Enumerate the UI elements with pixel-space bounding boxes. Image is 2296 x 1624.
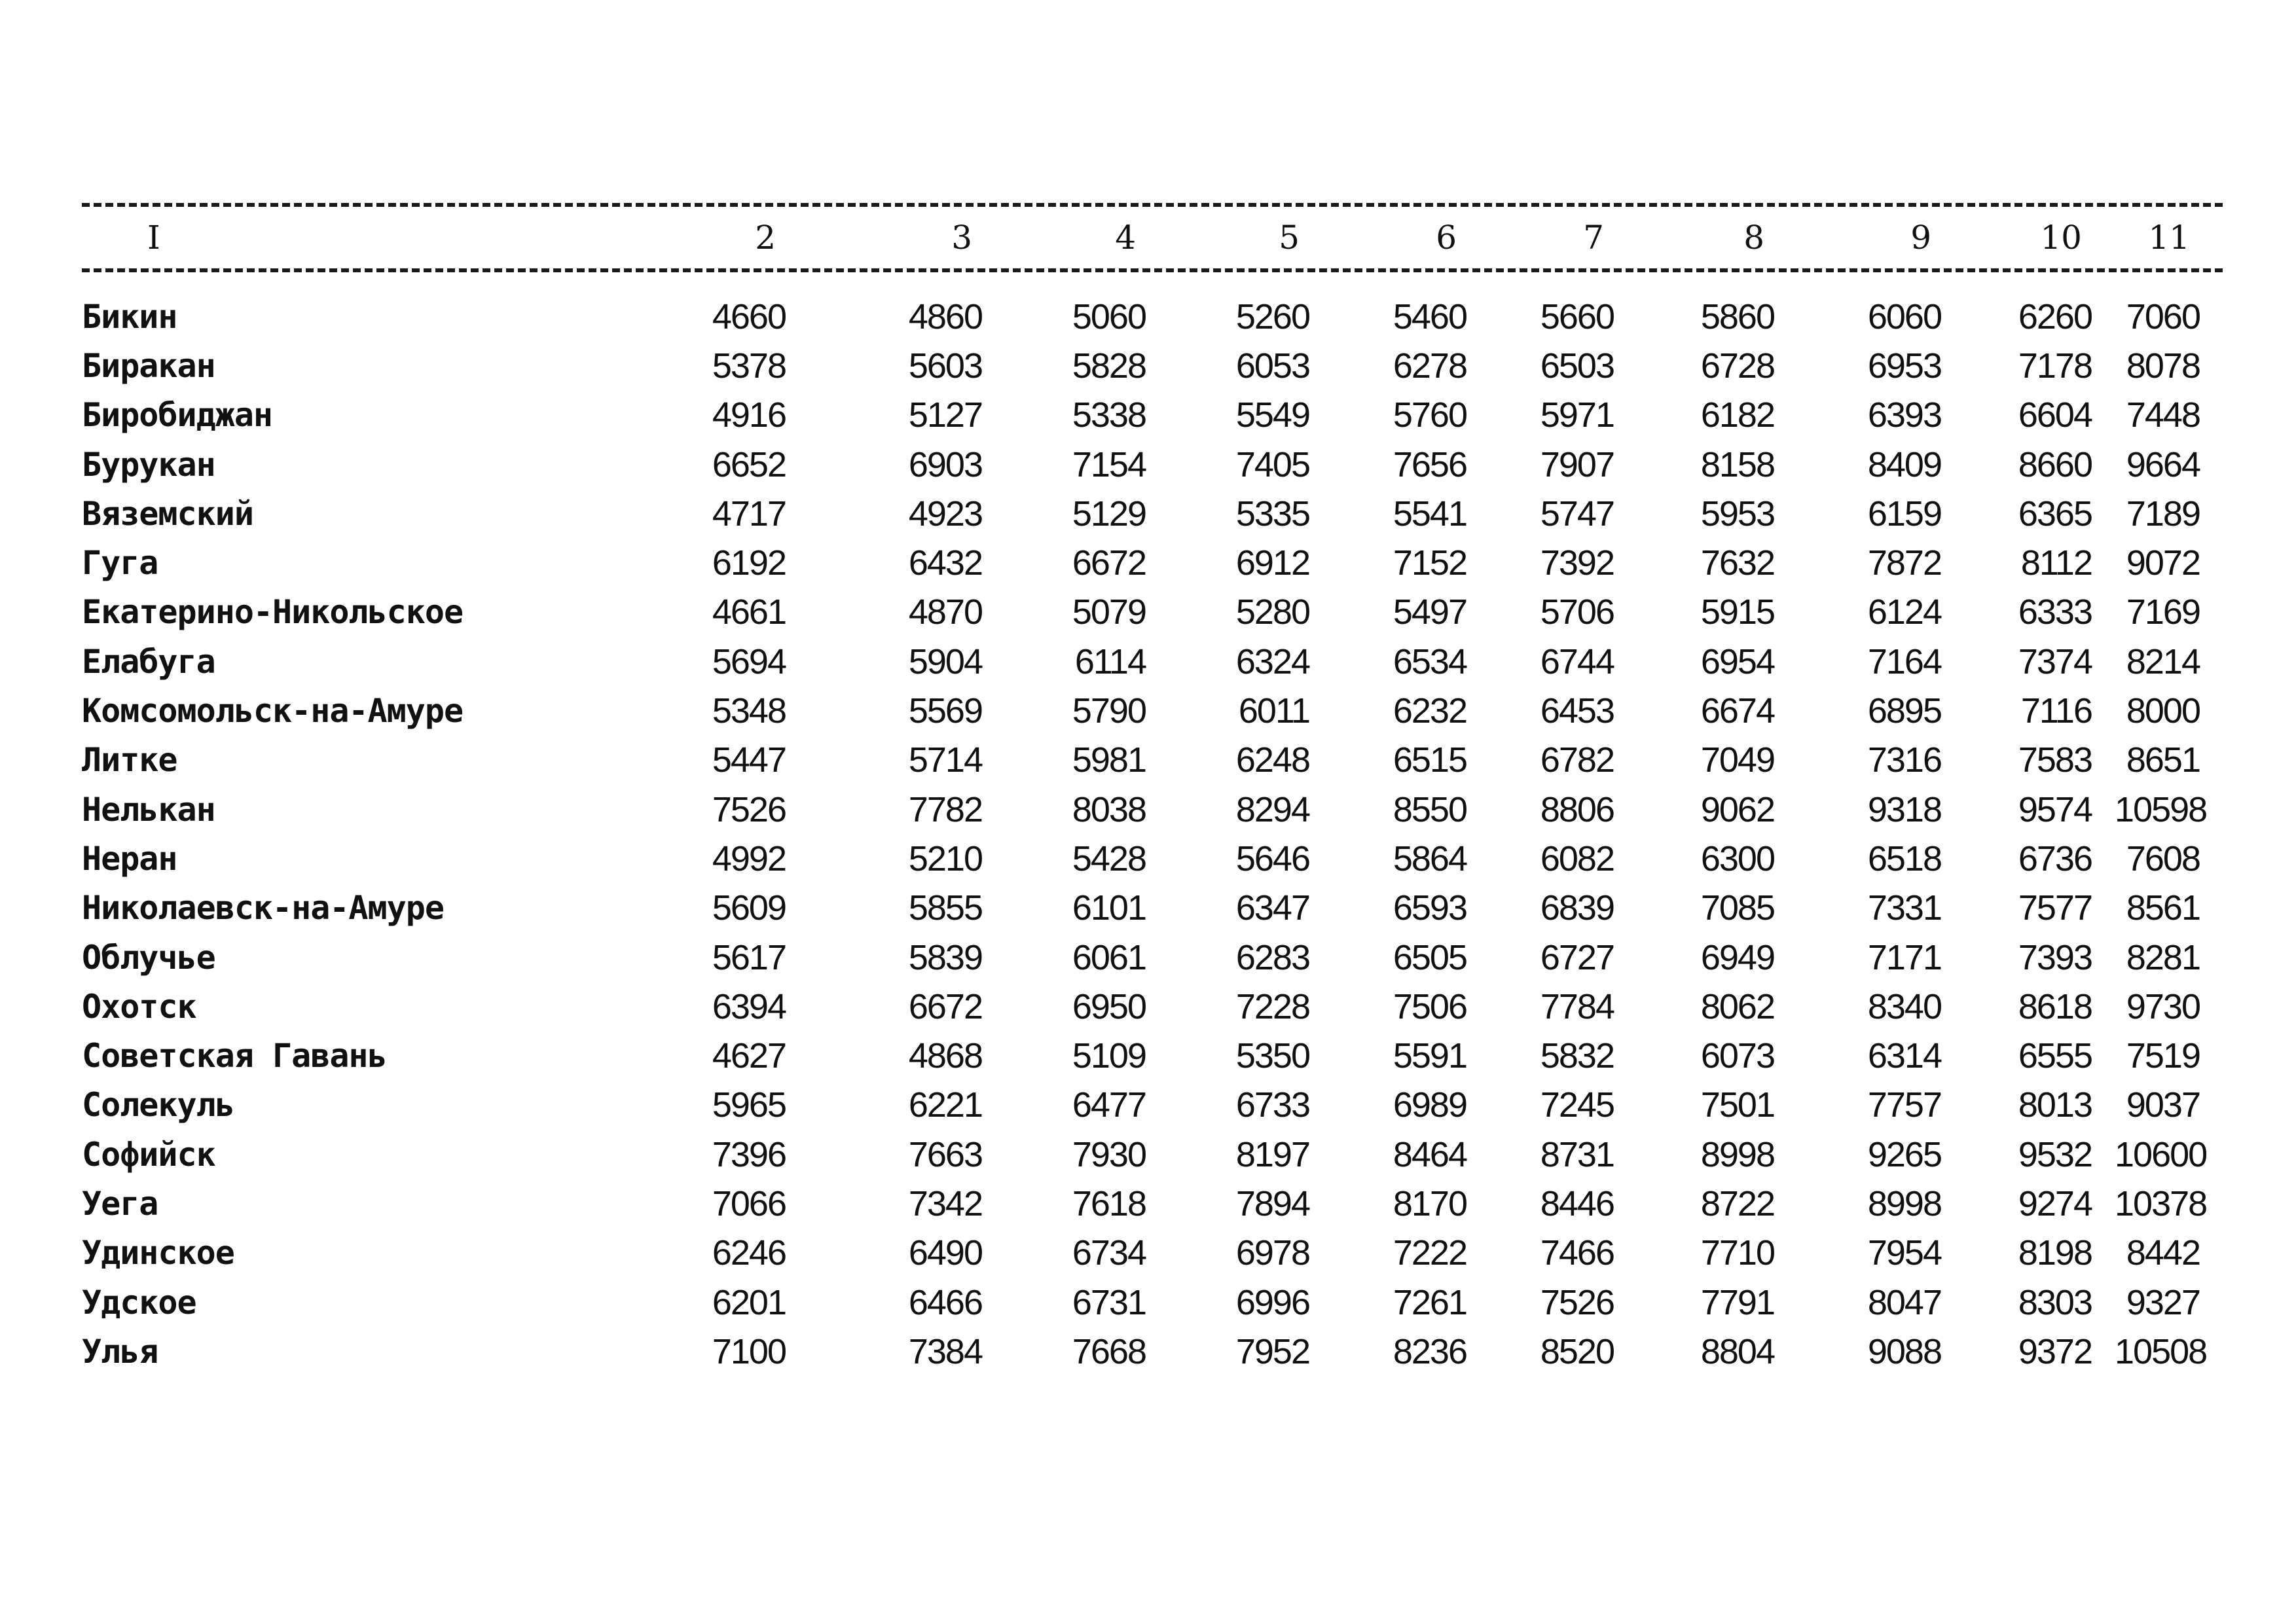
table-cell-value: 5617 — [712, 937, 786, 977]
table-cell-value: 7116 — [2020, 691, 2092, 731]
table-cell-value: 4868 — [908, 1036, 982, 1076]
table-row — [82, 1278, 2223, 1327]
settlement-name: Уега — [82, 1184, 158, 1223]
table-cell-value: 4660 — [712, 297, 786, 336]
table-cell-value: 8303 — [2018, 1282, 2092, 1322]
table-cell-value: 6333 — [2018, 592, 2092, 632]
column-header: 7 — [1583, 219, 1604, 257]
column-header: 3 — [951, 219, 972, 257]
table-cell-value: 5694 — [712, 641, 786, 681]
table-cell-value: 7608 — [2126, 839, 2200, 878]
table-cell-value: 5591 — [1393, 1036, 1467, 1076]
table-cell-value: 6201 — [712, 1282, 786, 1322]
table-cell-value: 8197 — [1235, 1134, 1309, 1174]
table-row — [82, 1327, 2223, 1376]
table-cell-value: 4992 — [712, 839, 786, 878]
table-cell-value: 5747 — [1540, 494, 1614, 533]
table-cell-value: 7189 — [2126, 494, 2200, 533]
table-cell-value: 6895 — [1867, 691, 1941, 731]
table-cell-value: 6954 — [1700, 641, 1774, 681]
table-cell-value: 6073 — [1700, 1036, 1774, 1076]
settlement-name: Облучье — [82, 938, 215, 977]
table-cell-value: 6912 — [1235, 543, 1309, 583]
table-cell-value: 7261 — [1393, 1282, 1467, 1322]
table-cell-value: 9062 — [1700, 789, 1774, 829]
column-header: 4 — [1115, 219, 1136, 257]
table-cell-value: 6314 — [1867, 1036, 1941, 1076]
table-cell-value: 5953 — [1700, 494, 1774, 533]
table-cell-value: 5460 — [1393, 297, 1467, 336]
table-cell-value: 5855 — [908, 888, 982, 928]
table-cell-value: 9574 — [2018, 789, 2092, 829]
table-cell-value: 9318 — [1867, 789, 1941, 829]
settlement-name: Бикин — [82, 297, 177, 336]
table-row — [82, 637, 2223, 686]
table-row — [82, 785, 2223, 834]
table-cell-value: 5280 — [1235, 592, 1309, 632]
table-cell-value: 8998 — [1700, 1134, 1774, 1174]
table-cell-value: 7577 — [2018, 888, 2092, 928]
table-cell-value: 6989 — [1393, 1085, 1467, 1125]
table-cell-value: 8804 — [1700, 1331, 1774, 1371]
table-cell-value: 7060 — [2126, 297, 2200, 336]
table-cell-value: 6061 — [1072, 937, 1146, 977]
table-cell-value: 6393 — [1867, 395, 1941, 435]
table-cell-value: 5338 — [1072, 395, 1146, 435]
table-row — [82, 538, 2223, 587]
table-cell-value: 6782 — [1540, 740, 1614, 780]
settlement-name: Екатерино-Никольское — [82, 593, 464, 632]
table-cell-value: 9274 — [2018, 1183, 2092, 1223]
table-cell-value: 6394 — [712, 986, 786, 1026]
header-row — [82, 208, 2223, 267]
table-cell-value: 5706 — [1540, 592, 1614, 632]
table-cell-value: 5864 — [1393, 839, 1467, 878]
table-cell-value: 5660 — [1540, 297, 1614, 336]
table-cell-value: 4717 — [712, 494, 786, 533]
table-cell-value: 6278 — [1393, 346, 1467, 386]
table-cell-value: 5760 — [1393, 395, 1467, 435]
table-cell-value: 6903 — [908, 444, 982, 484]
table-cell-value: 8294 — [1235, 789, 1309, 829]
settlement-name: Бурукан — [82, 445, 215, 484]
table-cell-value: 4627 — [712, 1036, 786, 1076]
table-cell-value: 7526 — [712, 789, 786, 829]
table-row — [82, 292, 2223, 341]
table-cell-value: 5915 — [1700, 592, 1774, 632]
settlement-name: Вяземский — [82, 494, 253, 533]
table-cell-value: 5832 — [1540, 1036, 1614, 1076]
table-cell-value: 7245 — [1540, 1085, 1614, 1125]
table-cell-value: 5609 — [712, 888, 786, 928]
table-cell-value: 6246 — [712, 1233, 786, 1273]
table-cell-value: 6733 — [1235, 1085, 1309, 1125]
table-cell-value: 7396 — [712, 1134, 786, 1174]
column-header: I — [147, 219, 160, 257]
table-cell-value: 7100 — [712, 1331, 786, 1371]
table-cell-value: 9532 — [2018, 1134, 2092, 1174]
table-cell-value: 6978 — [1235, 1233, 1309, 1273]
column-header: 2 — [755, 219, 776, 257]
table-cell-value: 6652 — [712, 444, 786, 484]
table-cell-value: 8806 — [1540, 789, 1614, 829]
table-cell-value: 4916 — [712, 395, 786, 435]
table-cell-value: 5790 — [1072, 691, 1146, 731]
table-cell-value: 6996 — [1235, 1282, 1309, 1322]
table-cell-value: 7331 — [1867, 888, 1941, 928]
table-cell-value: 5378 — [712, 346, 786, 386]
table-row — [82, 1130, 2223, 1179]
header-spacer — [82, 267, 2223, 292]
table-cell-value: 6839 — [1540, 888, 1614, 928]
table-cell-value: 9072 — [2126, 543, 2200, 583]
table-top-rule — [82, 203, 2223, 207]
table-cell-value: 8214 — [2126, 641, 2200, 681]
table-cell-value: 6727 — [1540, 937, 1614, 977]
table-cell-value: 5260 — [1235, 297, 1309, 336]
table-cell-value: 7222 — [1393, 1233, 1467, 1273]
column-header: 6 — [1436, 219, 1457, 257]
table-cell-value: 6432 — [908, 543, 982, 583]
table-row — [82, 884, 2223, 933]
table-row — [82, 1031, 2223, 1080]
table-cell-value: 5569 — [908, 691, 982, 731]
table-cell-value: 7501 — [1700, 1085, 1774, 1125]
table-cell-value: 8038 — [1072, 789, 1146, 829]
table-cell-value: 8446 — [1540, 1183, 1614, 1223]
table-cell-value: 6011 — [1238, 691, 1309, 731]
table-cell-value: 5497 — [1393, 592, 1467, 632]
table-cell-value: 7710 — [1700, 1233, 1774, 1273]
table-cell-value: 6365 — [2018, 494, 2092, 533]
table-cell-value: 5965 — [712, 1085, 786, 1125]
table-cell-value: 6503 — [1540, 346, 1614, 386]
table-cell-value: 7393 — [2018, 937, 2092, 977]
table-cell-value: 6672 — [908, 986, 982, 1026]
table-cell-value: 7618 — [1072, 1183, 1146, 1223]
table-row — [82, 391, 2223, 440]
table-cell-value: 5348 — [712, 691, 786, 731]
table-cell-value: 8618 — [2018, 986, 2092, 1026]
table-cell-value: 9265 — [1867, 1134, 1941, 1174]
settlement-name: Николаевск-на-Амуре — [82, 889, 444, 928]
table-cell-value: 5603 — [908, 346, 982, 386]
table-cell-value: 8158 — [1700, 444, 1774, 484]
table-cell-value: 5079 — [1072, 592, 1146, 632]
table-cell-value: 7448 — [2126, 395, 2200, 435]
table-row — [82, 341, 2223, 390]
table-cell-value: 9664 — [2126, 444, 2200, 484]
table-cell-value: 5127 — [908, 395, 982, 435]
table-cell-value: 5541 — [1393, 494, 1467, 533]
table-cell-value: 7178 — [2018, 346, 2092, 386]
table-cell-value: 6593 — [1393, 888, 1467, 928]
table-cell-value: 4870 — [908, 592, 982, 632]
table-cell-value: 7066 — [712, 1183, 786, 1223]
table-cell-value: 6101 — [1072, 888, 1146, 928]
table-cell-value: 5210 — [908, 839, 982, 878]
table-cell-value: 6734 — [1072, 1233, 1146, 1273]
table-cell-value: 6949 — [1700, 937, 1774, 977]
table-row — [82, 982, 2223, 1031]
table-cell-value: 7519 — [2126, 1036, 2200, 1076]
settlement-name: Софийск — [82, 1135, 215, 1174]
table-cell-value: 6283 — [1235, 937, 1309, 977]
table-cell-value: 8236 — [1393, 1331, 1467, 1371]
table-cell-value: 8062 — [1700, 986, 1774, 1026]
table-cell-value: 6490 — [908, 1233, 982, 1273]
table-cell-value: 7526 — [1540, 1282, 1614, 1322]
settlement-name: Биробиджан — [82, 396, 273, 435]
settlement-name: Нелькан — [82, 790, 215, 829]
table-cell-value: 8731 — [1540, 1134, 1614, 1174]
table-cell-value: 8651 — [2126, 740, 2200, 780]
table-cell-value: 6505 — [1393, 937, 1467, 977]
table-cell-value: 10598 — [2115, 789, 2207, 829]
table-cell-value: 9037 — [2126, 1085, 2200, 1125]
settlement-name: Комсомольск-на-Амуре — [82, 692, 464, 731]
settlement-name: Литке — [82, 741, 177, 780]
settlement-name: Охотск — [82, 987, 196, 1026]
table-cell-value: 6260 — [2018, 297, 2092, 336]
table-cell-value: 4923 — [908, 494, 982, 533]
table-cell-value: 9730 — [2126, 986, 2200, 1026]
column-header: 10 — [2040, 219, 2082, 257]
table-cell-value: 6950 — [1072, 986, 1146, 1026]
table-row — [82, 588, 2223, 637]
table-cell-value: 6453 — [1540, 691, 1614, 731]
table-cell-value: 7316 — [1867, 740, 1941, 780]
table-cell-value: 7894 — [1235, 1183, 1309, 1223]
settlement-name: Советская Гавань — [82, 1037, 387, 1075]
table-cell-value: 7954 — [1867, 1233, 1941, 1273]
table-cell-value: 6159 — [1867, 494, 1941, 533]
table-cell-value: 10378 — [2115, 1183, 2207, 1223]
table-cell-value: 8170 — [1393, 1183, 1467, 1223]
table-cell-value: 5129 — [1072, 494, 1146, 533]
table-cell-value: 8561 — [2126, 888, 2200, 928]
table-cell-value: 5646 — [1235, 839, 1309, 878]
table-cell-value: 7405 — [1235, 444, 1309, 484]
table-cell-value: 6248 — [1235, 740, 1309, 780]
table-cell-value: 5714 — [908, 740, 982, 780]
table-cell-value: 7392 — [1540, 543, 1614, 583]
table-cell-value: 5335 — [1235, 494, 1309, 533]
table-cell-value: 7782 — [908, 789, 982, 829]
table-cell-value: 8340 — [1867, 986, 1941, 1026]
column-header: 9 — [1910, 219, 1931, 257]
table-row — [82, 736, 2223, 785]
table-cell-value: 7791 — [1700, 1282, 1774, 1322]
table-cell-value: 5350 — [1235, 1036, 1309, 1076]
table-cell-value: 6466 — [908, 1282, 982, 1322]
table-body — [82, 267, 2223, 1377]
table-cell-value: 8550 — [1393, 789, 1467, 829]
settlement-name: Солекуль — [82, 1086, 234, 1125]
table-cell-value: 8047 — [1867, 1282, 1941, 1322]
table-cell-value: 7952 — [1235, 1331, 1309, 1371]
column-header: 8 — [1743, 219, 1764, 257]
table-cell-value: 6192 — [712, 543, 786, 583]
table-cell-value: 6124 — [1867, 592, 1941, 632]
table-cell-value: 7757 — [1867, 1085, 1941, 1125]
column-header: 5 — [1279, 219, 1300, 257]
table-cell-value: 9327 — [2126, 1282, 2200, 1322]
table-cell-value: 6736 — [2018, 839, 2092, 878]
table-cell-value: 6731 — [1072, 1282, 1146, 1322]
table-cell-value: 10508 — [2115, 1331, 2207, 1371]
table-cell-value: 7152 — [1393, 543, 1467, 583]
table-cell-value: 6060 — [1867, 297, 1941, 336]
table-cell-value: 6053 — [1235, 346, 1309, 386]
table-cell-value: 7342 — [908, 1183, 982, 1223]
table-cell-value: 5971 — [1540, 395, 1614, 435]
table-row — [82, 1081, 2223, 1130]
table-cell-value: 6300 — [1700, 839, 1774, 878]
table-cell-value: 6114 — [1074, 641, 1146, 681]
table-cell-value: 8998 — [1867, 1183, 1941, 1223]
settlement-name: Удинское — [82, 1234, 234, 1272]
table-row — [82, 489, 2223, 538]
table-cell-value: 9372 — [2018, 1331, 2092, 1371]
table-cell-value: 8660 — [2018, 444, 2092, 484]
table-cell-value: 7632 — [1700, 543, 1774, 583]
table-cell-value: 8722 — [1700, 1183, 1774, 1223]
table-cell-value: 7049 — [1700, 740, 1774, 780]
table-cell-value: 6672 — [1072, 543, 1146, 583]
table-cell-value: 6324 — [1235, 641, 1309, 681]
table-cell-value: 6518 — [1867, 839, 1941, 878]
settlement-name: Удское — [82, 1283, 196, 1322]
table-cell-value: 7384 — [908, 1331, 982, 1371]
column-header: 11 — [2148, 219, 2190, 257]
table-cell-value: 5447 — [712, 740, 786, 780]
table-cell-value: 7872 — [1867, 543, 1941, 583]
settlement-name: Биракан — [82, 346, 215, 385]
table-cell-value: 6232 — [1393, 691, 1467, 731]
table-cell-value: 7668 — [1072, 1331, 1146, 1371]
table-cell-value: 7228 — [1235, 986, 1309, 1026]
table-cell-value: 7506 — [1393, 986, 1467, 1026]
table-cell-value: 8000 — [2126, 691, 2200, 731]
table-row — [82, 933, 2223, 982]
data-table — [82, 208, 2223, 1377]
table-cell-value: 7663 — [908, 1134, 982, 1174]
settlement-name: Елабуга — [82, 642, 215, 681]
table-cell-value: 6555 — [2018, 1036, 2092, 1076]
table-cell-value: 7930 — [1072, 1134, 1146, 1174]
table-cell-value: 7656 — [1393, 444, 1467, 484]
table-cell-value: 8112 — [2020, 543, 2092, 583]
table-cell-value: 6744 — [1540, 641, 1614, 681]
table-cell-value: 7154 — [1072, 444, 1146, 484]
table-cell-value: 6953 — [1867, 346, 1941, 386]
table-row — [82, 1179, 2223, 1228]
table-cell-value: 4661 — [712, 592, 786, 632]
table-cell-value: 6182 — [1700, 395, 1774, 435]
table-cell-value: 7171 — [1867, 937, 1941, 977]
table-cell-value: 8442 — [2126, 1233, 2200, 1273]
settlement-name: Неран — [82, 839, 177, 878]
table-cell-value: 8198 — [2018, 1233, 2092, 1273]
table-cell-value: 6515 — [1393, 740, 1467, 780]
table-cell-value: 4860 — [908, 297, 982, 336]
table-cell-value: 9088 — [1867, 1331, 1941, 1371]
table-cell-value: 5904 — [908, 641, 982, 681]
table-cell-value: 6674 — [1700, 691, 1774, 731]
table-cell-value: 6082 — [1540, 839, 1614, 878]
table-cell-value: 8281 — [2126, 937, 2200, 977]
table-cell-value: 5839 — [908, 937, 982, 977]
table-cell-value: 6221 — [908, 1085, 982, 1125]
table-cell-value: 7784 — [1540, 986, 1614, 1026]
table-cell-value: 8520 — [1540, 1331, 1614, 1371]
table-cell-value: 6477 — [1072, 1085, 1146, 1125]
table-cell-value: 5549 — [1235, 395, 1309, 435]
table-cell-value: 7466 — [1540, 1233, 1614, 1273]
table-cell-value: 5828 — [1072, 346, 1146, 386]
table-cell-value: 7169 — [2126, 592, 2200, 632]
table-cell-value: 8013 — [2018, 1085, 2092, 1125]
table-cell-value: 8409 — [1867, 444, 1941, 484]
table-cell-value: 8464 — [1393, 1134, 1467, 1174]
table-cell-value: 5860 — [1700, 297, 1774, 336]
table-cell-value: 8078 — [2126, 346, 2200, 386]
table-cell-value: 7164 — [1867, 641, 1941, 681]
table-cell-value: 7583 — [2018, 740, 2092, 780]
table-cell-value: 5109 — [1072, 1036, 1146, 1076]
table-row — [82, 440, 2223, 489]
table-cell-value: 6347 — [1235, 888, 1309, 928]
table-cell-value: 10600 — [2115, 1134, 2207, 1174]
table-cell-value: 5428 — [1072, 839, 1146, 878]
table-cell-value: 7907 — [1540, 444, 1614, 484]
table-row — [82, 834, 2223, 883]
table-row — [82, 1229, 2223, 1278]
table-cell-value: 6728 — [1700, 346, 1774, 386]
table-cell-value: 6604 — [2018, 395, 2092, 435]
settlement-name: Улья — [82, 1332, 158, 1371]
table-cell-value: 7085 — [1700, 888, 1774, 928]
table-cell-value: 6534 — [1393, 641, 1467, 681]
table-row — [82, 686, 2223, 735]
table-cell-value: 7374 — [2018, 641, 2092, 681]
table-cell-value: 5060 — [1072, 297, 1146, 336]
settlement-name: Гуга — [82, 544, 158, 583]
table-cell-value: 5981 — [1072, 740, 1146, 780]
